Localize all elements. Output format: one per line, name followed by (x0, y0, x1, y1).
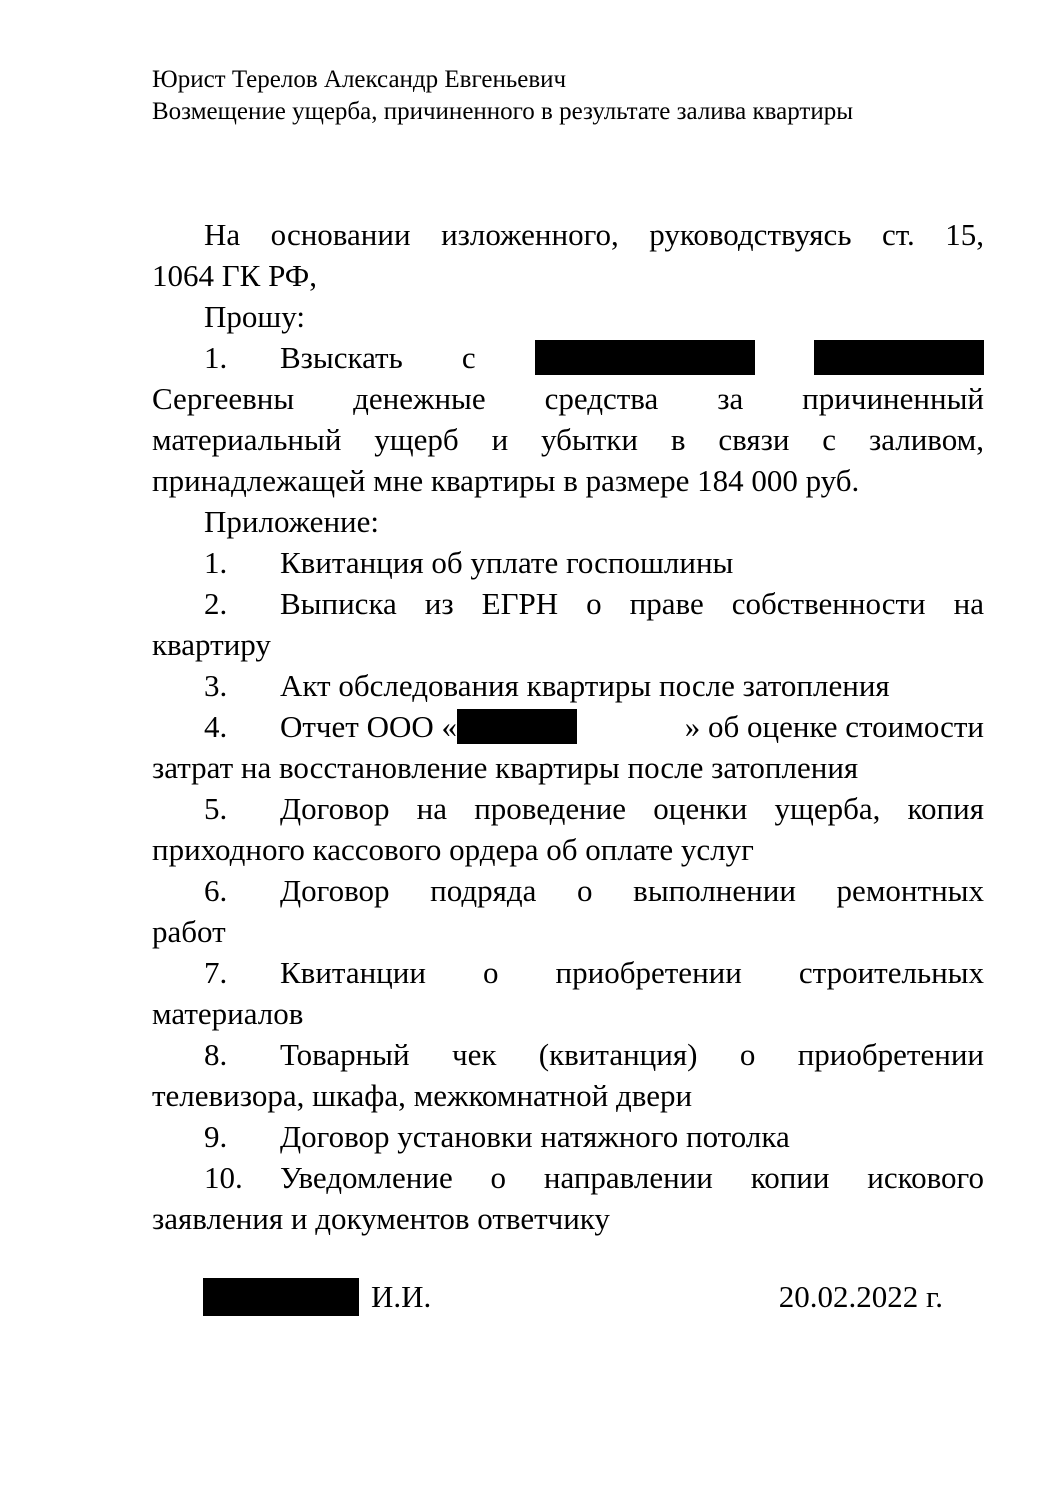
appendix-text: Квитанция об уплате госпошлины (280, 545, 734, 580)
document-header (152, 64, 853, 128)
appendix-text: Договор установки натяжного потолка (280, 1119, 790, 1154)
appendix-item (152, 583, 984, 624)
request-label: Прошу: (204, 299, 305, 334)
request-verb: Взыскать (280, 340, 403, 375)
appendix-item (152, 788, 984, 829)
document-date: 20.02.2022 г. (778, 1279, 943, 1314)
appendix-text (280, 706, 984, 747)
request-line-3: материальный ущерб и убытки в связи с заливом, (152, 422, 984, 457)
request-line-4: принадлежащей мне квартиры в размере 184 000 руб. (152, 463, 860, 498)
request-preposition: с (461, 340, 476, 375)
request-item-1 (152, 337, 984, 378)
author-line: Юрист Терелов Александр Евгеньевич (152, 66, 567, 93)
appendix-number: 8. (204, 1037, 228, 1072)
appendix-text: Договор подряда о выполнении ремонтных (280, 873, 984, 908)
appendix-text-cont: работ (152, 914, 226, 949)
appendix-number: 5. (204, 791, 228, 826)
appendix-text-cont: затрат на восстановление квартиры после затопления (152, 750, 859, 785)
appendix-number: 4. (204, 709, 228, 744)
appendix-text: Акт обследования квартиры после затопления (280, 668, 890, 703)
appendix-text-cont: приходного кассового ордера об оплате услуг (152, 832, 754, 867)
appendix-text: Выписка из ЕГРН о праве собственности на (280, 586, 984, 621)
signature-initials: И.И. (371, 1279, 432, 1314)
appendix-text-cont: телевизора, шкафа, межкомнатной двери (152, 1078, 693, 1113)
appendix-item (152, 542, 984, 583)
appendix-number: 7. (204, 955, 228, 990)
appendix-number: 10. (204, 1160, 243, 1195)
appendix-item (152, 665, 984, 706)
basis-line-1: На основании изложенного, руководствуясь ст. 15, (204, 217, 984, 252)
appendix-text-cont: квартиру (152, 627, 271, 662)
appendix-item (152, 1034, 984, 1075)
company-prefix: Отчет ООО « (280, 709, 457, 744)
appendix-item (152, 1157, 984, 1198)
request-line-2: Сергеевны денежные средства за причиненный (152, 381, 984, 416)
appendix-item (152, 706, 984, 747)
redacted-surname (535, 340, 755, 375)
appendix-number: 3. (204, 668, 228, 703)
request-number: 1. (204, 340, 228, 375)
appendix-text-cont: заявления и документов ответчику (152, 1201, 610, 1236)
redacted-name (814, 340, 984, 375)
redacted-company (457, 709, 577, 744)
appendix-text: Товарный чек (квитанция) о приобретении (280, 1037, 984, 1072)
appendix-item (152, 870, 984, 911)
appendix-label: Приложение: (204, 504, 379, 539)
appendix-number: 9. (204, 1119, 228, 1154)
signature-block (203, 1276, 431, 1317)
company-suffix: » об оценке стоимости (684, 709, 984, 744)
appendix-text: Договор на проведение оценки ущерба, копия (280, 791, 984, 826)
appendix-text: Квитанции о приобретении строительных (280, 955, 984, 990)
appendix-number: 6. (204, 873, 228, 908)
basis-line-2: 1064 ГК РФ, (152, 258, 318, 293)
appendix-number: 2. (204, 586, 228, 621)
appendix-item (152, 952, 984, 993)
appendix-item (152, 1116, 984, 1157)
redacted-signature-name (203, 1278, 359, 1316)
document-body (152, 214, 984, 1239)
appendix-text-cont: материалов (152, 996, 304, 1031)
appendix-text: Уведомление о направлении копии искового (280, 1160, 984, 1195)
subject-line: Возмещение ущерба, причиненного в результате залива квартиры (152, 98, 853, 125)
appendix-number: 1. (204, 545, 228, 580)
